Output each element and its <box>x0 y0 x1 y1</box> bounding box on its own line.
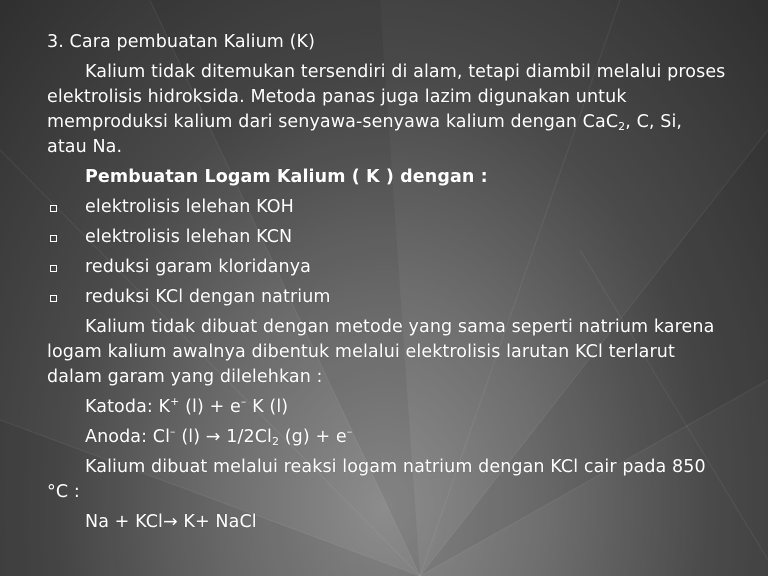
checkbox-bullet-icon <box>50 295 57 302</box>
intro-text: Kalium tidak ditemukan tersendiri di alam, tetapi diambil melalui proses elektrolisis hidroksida. Metoda panas juga lazim digunakan untuk memproduksi kalium dari senyawa-senyawa kalium dengan CaC <box>47 62 726 132</box>
slide-content <box>47 30 727 535</box>
section-title: 3. Cara pembuatan Kalium (K) <box>47 32 316 52</box>
electrolysis-paragraph: Kalium tidak dibuat dengan metode yang sama seperti natrium karena logam kalium awalnya dibentuk melalui elektrolisis larutan KCl terlarut dalam garam yang dilelehkan : <box>47 317 715 387</box>
anode-text-end: (g) + e <box>279 427 347 447</box>
checkbox-bullet-icon <box>50 205 57 212</box>
list-item-text: reduksi KCl dengan natrium <box>85 287 331 307</box>
intro-paragraph <box>47 60 727 160</box>
list-item <box>47 225 727 250</box>
method-list <box>47 195 727 310</box>
cathode-text-mid: (l) + e <box>179 397 241 417</box>
intro-text-end: , C, Si, atau Na. <box>47 112 683 157</box>
checkbox-bullet-icon <box>50 265 57 272</box>
formula-subscript: 2 <box>618 120 626 133</box>
checkbox-bullet-icon <box>50 235 57 242</box>
cathode-equation <box>47 395 727 420</box>
anode-equation <box>47 425 727 450</box>
list-item <box>47 255 727 280</box>
anode-subscript: 2 <box>271 435 280 448</box>
cathode-text: Katoda: K <box>85 397 171 417</box>
cathode-text-end: K (l) <box>246 397 289 417</box>
reaction-equation: Na + KCl→ K+ NaCl <box>85 512 257 532</box>
electron-charge: – <box>240 395 247 408</box>
list-item <box>47 285 727 310</box>
list-item <box>47 195 727 220</box>
sodium-reaction-paragraph: Kalium dibuat melalui reaksi logam natrium dengan KCl cair pada 850 °C : <box>47 457 706 502</box>
list-item-text: reduksi garam kloridanya <box>85 257 311 277</box>
list-item-text: elektrolisis lelehan KOH <box>85 197 294 217</box>
anode-charge: – <box>170 425 176 438</box>
anode-text-mid: (l) → 1/2Cl <box>175 427 272 447</box>
list-item-text: elektrolisis lelehan KCN <box>85 227 293 247</box>
anode-text: Anoda: Cl <box>85 427 171 447</box>
cathode-charge: + <box>170 395 180 408</box>
subheading: Pembuatan Logam Kalium ( K ) dengan : <box>85 167 488 187</box>
electron-charge: – <box>346 425 353 438</box>
